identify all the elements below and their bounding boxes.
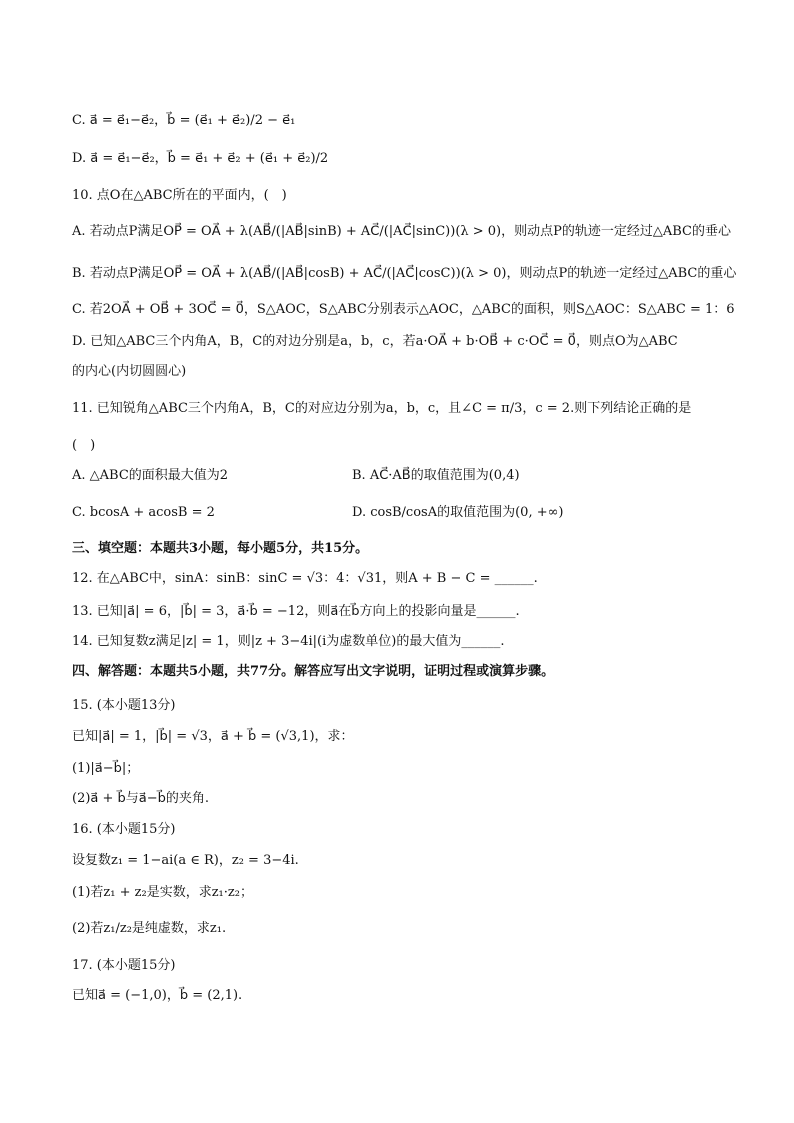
- question-11: 11. 已知锐角△ABC三个内角A，B，C的对应边分别为a，b，c，且∠C = π/3，c = 2.则下列结论正确的是: [72, 401, 692, 416]
- option-11c: C. bcosA + acosB = 2: [72, 505, 215, 520]
- question-15-part2: (2)a⃗ + b⃗与a⃗−b⃗的夹角.: [72, 791, 210, 806]
- question-16-stem: 设复数z₁ = 1−ai(a ∈ R)，z₂ = 3−4i.: [72, 853, 299, 868]
- question-14: 14. 已知复数z满足|z| = 1，则|z + 3−4i|(i为虚数单位)的最大值为______.: [72, 634, 505, 649]
- option-11b: B. AC⃗·AB⃗的取值范围为(0,4): [352, 468, 520, 483]
- question-15-part1: (1)|a⃗−b⃗|；: [72, 761, 140, 776]
- option-10d-cont: 的内心(内切圆圆心): [72, 364, 187, 379]
- option-11a: A. △ABC的面积最大值为2: [72, 468, 229, 483]
- question-16-part2: (2)若z₁/z₂是纯虚数，求z₁.: [72, 921, 227, 936]
- question-15-stem: 已知|a⃗| = 1，|b⃗| = √3，a⃗ + b⃗ = (√3,1)，求：: [72, 729, 354, 744]
- option-10a: A. 若动点P满足OP⃗ = OA⃗ + λ(AB⃗/(|AB⃗|sinB) + AC⃗/(|AC⃗|sinC))(λ > 0)，则动点P的轨迹一定经过△ABC的垂心: [72, 224, 732, 239]
- question-13: 13. 已知|a⃗| = 6，|b⃗| = 3，a⃗·b⃗ = −12，则a⃗在b⃗方向上的投影向量是______.: [72, 604, 520, 619]
- section-answer: 四、解答题：本题共5小题，共77分。解答应写出文字说明，证明过程或演算步骤。: [72, 664, 555, 679]
- question-16-title: 16. (本小题15分): [72, 822, 176, 837]
- question-11-paren: ( ): [72, 438, 96, 453]
- question-12: 12. 在△ABC中，sinA：sinB：sinC = √3：4：√31，则A + B − C = ______.: [72, 571, 538, 586]
- option-11d: D. cosB/cosA的取值范围为(0, +∞): [352, 505, 564, 520]
- question-17-title: 17. (本小题15分): [72, 958, 176, 973]
- question-16-part1: (1)若z₁ + z₂是实数，求z₁·z₂；: [72, 885, 253, 900]
- option-10c: C. 若2OA⃗ + OB⃗ + 3OC⃗ = 0⃗，S△AOC，S△ABC分别表示△AOC，△ABC的面积，则S△AOC：S△ABC = 1：6: [72, 302, 735, 317]
- question-17-stem: 已知a⃗ = (−1,0)，b⃗ = (2,1).: [72, 988, 243, 1003]
- option-9c: C. a⃗ = e⃗₁−e⃗₂，b⃗ = (e⃗₁ + e⃗₂)/2 − e⃗₁: [72, 113, 296, 128]
- question-15-title: 15. (本小题13分): [72, 698, 176, 713]
- option-9d: D. a⃗ = e⃗₁−e⃗₂，b⃗ = e⃗₁ + e⃗₂ + (e⃗₁ + e⃗₂)/2: [72, 151, 329, 166]
- section-fill-blank: 三、填空题：本题共3小题，每小题5分，共15分。: [72, 541, 369, 556]
- option-10b: B. 若动点P满足OP⃗ = OA⃗ + λ(AB⃗/(|AB⃗|cosB) + AC⃗/(|AC⃗|cosC))(λ > 0)，则动点P的轨迹一定经过△ABC的重心: [72, 266, 737, 281]
- question-10: 10. 点O在△ABC所在的平面内，( ): [72, 188, 287, 203]
- option-10d: D. 已知△ABC三个内角A，B，C的对边分别是a，b，c，若a·OA⃗ + b·OB⃗ + c·OC⃗ = 0⃗，则点O为△ABC: [72, 334, 678, 349]
